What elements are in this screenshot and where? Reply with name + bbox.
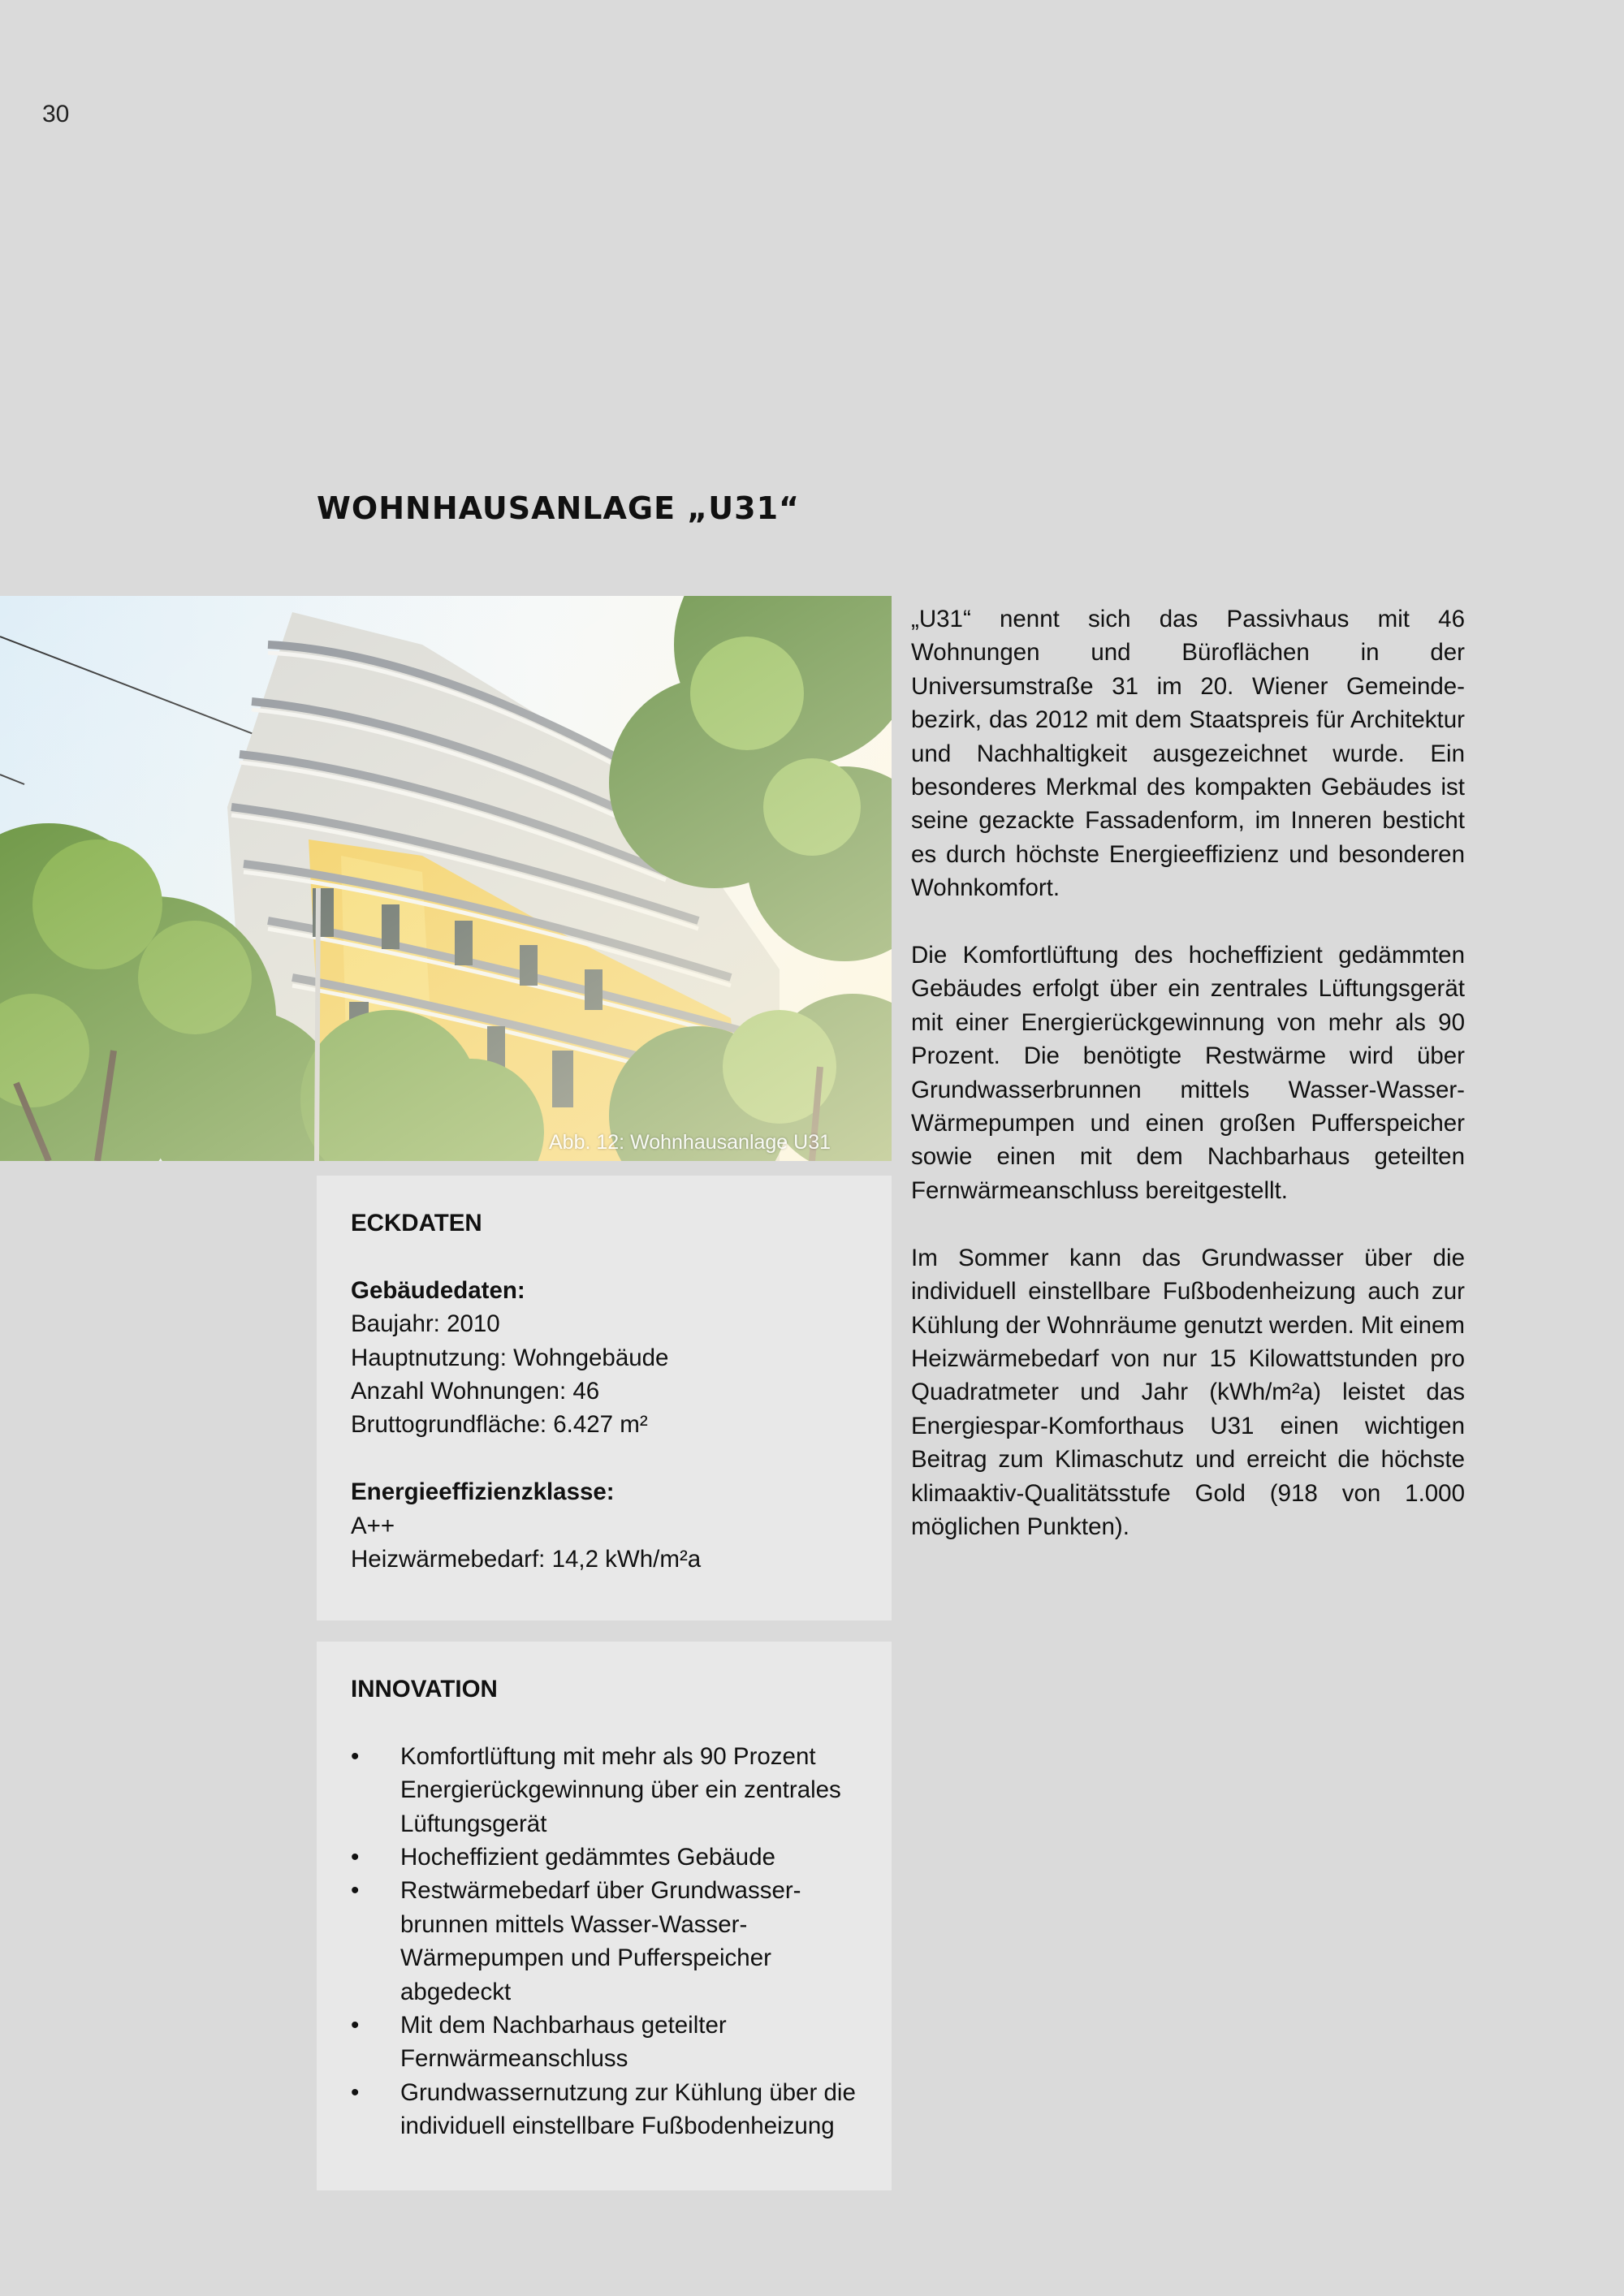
innovation-item-line: Komfortlüftung mit mehr als 90 Prozent — [400, 1742, 816, 1770]
figure-caption: Abb. 12: Wohnhausanlage U31 — [549, 1131, 831, 1154]
innovation-item-line: abgedeckt — [400, 1978, 512, 2005]
building-photo — [0, 596, 892, 1161]
gebaeudedaten-line: Anzahl Wohnungen: 46 — [351, 1378, 600, 1405]
innovation-heading: INNOVATION — [351, 1676, 498, 1703]
innovation-item — [351, 2076, 859, 2143]
innovation-item — [351, 2009, 859, 2076]
energieeffizienz-line: A++ — [351, 1512, 395, 1539]
bullet-icon: • — [351, 1742, 360, 1770]
gebaeudedaten-line: Hauptnutzung: Wohngebäude — [351, 1344, 669, 1371]
innovation-list — [351, 1740, 859, 2143]
main-paragraph: Im Sommer kann das Grundwasser über die individuell einstellbare Fußbodenheizung auch zur Kühlung der Wohnräume genutzt werden. Mit einem Heizwärmebedarf von nur 15 Kilowattstunden pro Quadratmeter und Jahr (kWh/m²a) leistet das Energiespar-Komforthaus U31 einen wichtigen Beitrag zum Klimaschutz und erreicht die höchste klimaaktiv-Qualitätsstufe Gold (918 von 1.000 möglichen Punkten). — [911, 1244, 1465, 1540]
bullet-icon: • — [351, 2078, 360, 2106]
innovation-item-line: Energierückgewinnung über ein zentrales — [400, 1776, 841, 1804]
energieeffizienz-heading: Energieeffizienzklasse: — [351, 1478, 615, 1506]
energieeffizienz-line: Heizwärmebedarf: 14,2 kWh/m²a — [351, 1546, 702, 1573]
innovation-item-line: brunnen mittels Wasser-Wasser- — [400, 1910, 748, 1938]
bullet-icon: • — [351, 2012, 360, 2039]
innovation-item-line: Hocheffizient gedämmtes Gebäude — [400, 1844, 775, 1871]
innovation-item-line: Grundwassernutzung zur Kühlung über die — [400, 2078, 856, 2106]
gebaeudedaten-line: Bruttogrundfläche: 6.427 m² — [351, 1411, 648, 1439]
innovation-item — [351, 1740, 859, 1841]
innovation-item-line: Lüftungsgerät — [400, 1810, 547, 1837]
innovation-box — [317, 1642, 892, 2190]
innovation-item-line: Restwärmebedarf über Grundwasser- — [400, 1877, 801, 1905]
innovation-item-line: Mit dem Nachbarhaus geteilter — [400, 2012, 727, 2039]
innovation-item-line: individuell einstellbare Fußbodenheizung — [400, 2113, 835, 2140]
main-paragraph: „U31“ nennt sich das Passivhaus mit 46 Wohnungen und Büroflächen in der Universumstraße 31 im 20. Wiener Gemeinde-bezirk, das 2012 mit dem Staatspreis für Architektur und Nachhaltigkeit ausgezeichnet wurde. Ein besonderes Merkmal des kompakten Gebäudes ist seine gezackte Fassadenform, im Inneren besticht es durch höchste Energieeffizienz und besonderen Wohnkomfort. — [911, 606, 1465, 902]
bullet-icon: • — [351, 1844, 360, 1871]
eckdaten-heading: ECKDATEN — [351, 1210, 482, 1236]
main-paragraph: Die Komfortlüftung des hocheffizient gedämmten Gebäudes erfolgt über ein zentrales Lüftungsgerät mit einer Energierückgewinnung von mehr als 90 Prozent. Die benötigte Restwärme wird über Grundwasserbrunnen mittels Wasser-Wasser-Wärmepumpen und einen großen Pufferspeicher sowie einen mit dem Nachbarhaus geteilten Fernwärmeanschluss bereitgestellt. — [911, 942, 1465, 1204]
innovation-item — [351, 1874, 859, 2009]
building-photo-illustration — [0, 596, 892, 1161]
main-text — [911, 602, 1465, 1577]
innovation-item-line: Fernwärmeanschluss — [400, 2045, 628, 2073]
innovation-item — [351, 1841, 859, 1874]
gebaeudedaten-heading: Gebäudedaten: — [351, 1276, 525, 1304]
gebaeudedaten-line: Baujahr: 2010 — [351, 1310, 500, 1338]
bullet-icon: • — [351, 1877, 360, 1905]
page-number: 30 — [42, 101, 70, 127]
page-title: WOHNHAUSANLAGE „U31“ — [317, 490, 800, 526]
innovation-item-line: Wärmepumpen und Pufferspeicher — [400, 1944, 771, 1972]
eckdaten-box — [317, 1176, 892, 1621]
